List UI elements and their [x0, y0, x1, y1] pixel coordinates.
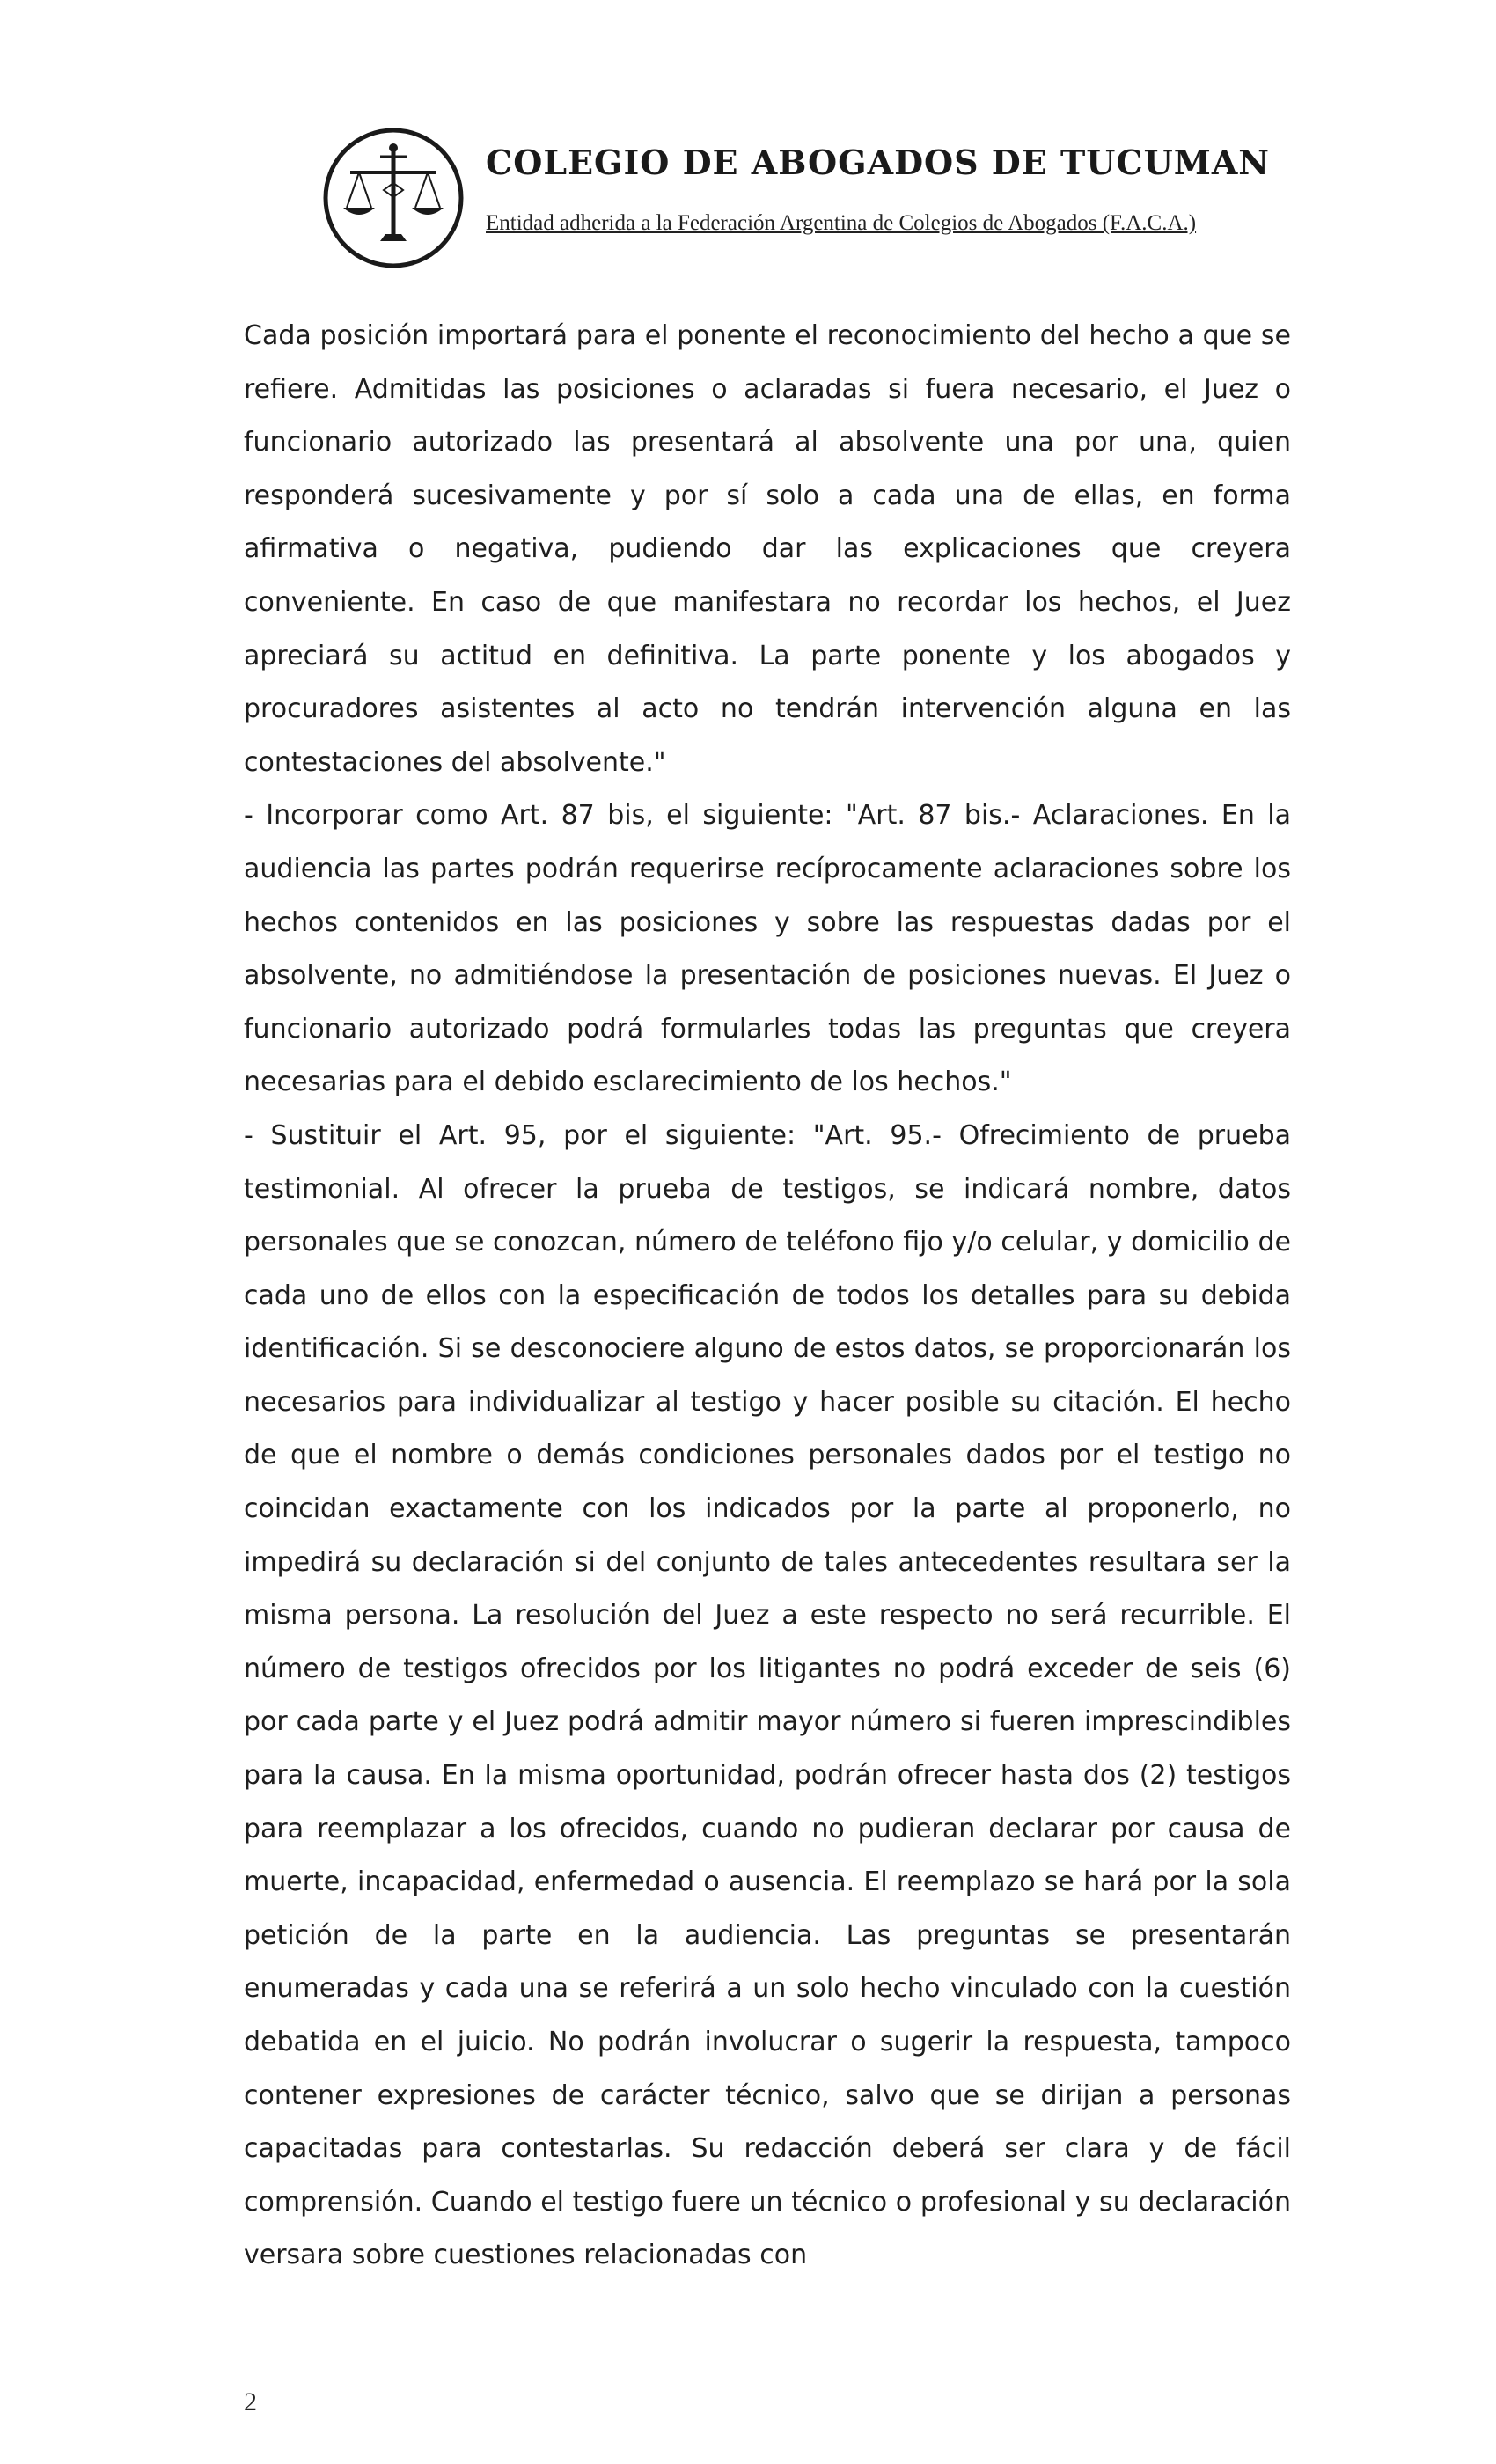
document-body [244, 310, 1291, 2283]
scales-of-justice-icon [322, 127, 465, 269]
letterhead [322, 127, 1360, 268]
paragraph: - Incorporar como Art. 87 bis, el siguiente: "Art. 87 bis.- Aclaraciones. En la audiencia las partes podrán requerirse recíprocamente aclaraciones sobre los hechos contenidos en las posiciones y sobre las respuestas dadas por el absolvente, no admitiéndose la presentación de posiciones nuevas. El Juez o funcionario autorizado podrá formularles todas las preguntas que creyera necesarias para el debido esclarecimiento de los hechos." [244, 800, 1291, 1098]
paragraph: Cada posición importará para el ponente el reconocimiento del hecho a que se refiere. Admitidas las posiciones o aclaradas si fuera necesario, el Juez o funcionario autorizado las presentará al absolvente una por una, quien responderá sucesivamente y por sí solo a cada una de ellas, en forma afirmativa o negativa, pudiendo dar las explicaciones que creyera conveniente. En caso de que manifestara no recordar los hechos, el Juez apreciará su actitud en definitiva. La parte ponente y los abogados y procuradores asistentes al acto no tendrán intervención alguna en las contestaciones del absolvente." [244, 320, 1291, 778]
paragraph: - Sustituir el Art. 95, por el siguiente: "Art. 95.- Ofrecimiento de prueba testimonial. Al ofrecer la prueba de testigos, se indicará nombre, datos personales que se conozcan, número de teléfono fijo y/o celular, y domicilio de cada uno de ellos con la especificación de todos los detalles para su debida identificación. Si se desconociere alguno de estos datos, se proporcionarán los necesarios para individualizar al testigo y hacer posible su citación. El hecho de que el nombre o demás condiciones personales dados por el testigo no coincidan exactamente con los indicados por la parte al proponerlo, no impedirá su declaración si del conjunto de tales antecedentes resultara ser la misma persona. La resolución del Juez a este respecto no será recurrible. El número de testigos ofrecidos por los litigantes no podrá exceder de seis (6) por cada parte y el Juez podrá admitir mayor número si fueren imprescindibles para la causa. En la misma oportunidad, podrán ofrecer hasta dos (2) testigos para reemplazar a los ofrecidos, cuando no pudieran declarar por causa de muerte, incapacidad, enfermedad o ausencia. El reemplazo se hará por la sola petición de la parte en la audiencia. Las preguntas se presentarán enumeradas y cada una se referirá a un solo hecho vinculado con la cuestión debatida en el juicio. No podrán involucrar o sugerir la respuesta, tampoco contener expresiones de carácter técnico, salvo que se dirijan a personas capacitadas para contestarlas. Su redacción deberá ser clara y de fácil comprensión. Cuando el testigo fuere un técnico o profesional y su declaración versara sobre cuestiones relacionadas con [244, 1119, 1291, 2271]
page-number: 2 [244, 2387, 257, 2416]
organization-name: COLEGIO DE ABOGADOS DE TUCUMAN [486, 143, 1271, 182]
organization-subtitle: Entidad adherida a la Federación Argentina de Colegios de Abogados (F.A.C.A.) [486, 211, 1197, 235]
